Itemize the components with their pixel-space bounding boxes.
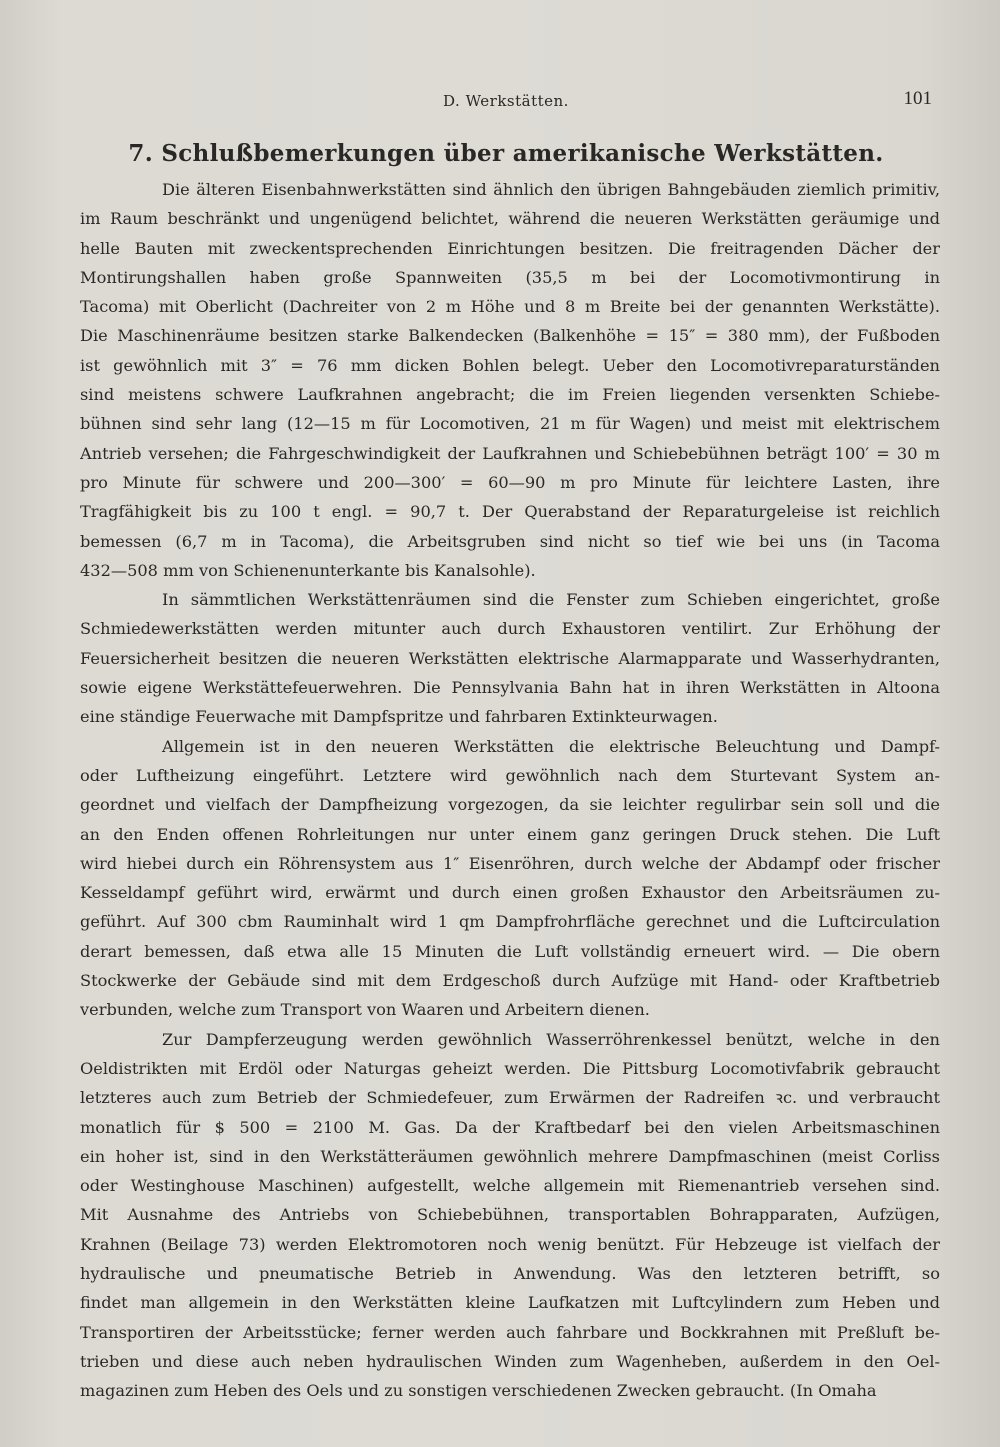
running-head: [80, 88, 932, 114]
text-line: ein hoher ist, sind in den Werkstätteräumen gewöhnlich mehrere Dampfmaschinen (meist Corliss: [80, 1146, 940, 1166]
text-line: verbunden, welche zum Transport von Waaren und Arbeitern dienen.: [80, 1000, 650, 1020]
page-number: 101: [903, 88, 932, 109]
text-line: derart bemessen, daß etwa alle 15 Minuten die Luft vollständig erneuert wird. — Die obern: [80, 941, 940, 961]
text-line: oder Westinghouse Maschinen) aufgestellt, welche allgemein mit Riemenantrieb versehen sind.: [80, 1176, 940, 1196]
text-line: sowie eigene Werkstättefeuerwehren. Die Pennsylvania Bahn hat in ihren Werkstätten in Altoona: [80, 678, 940, 698]
text-line: trieben und diese auch neben hydraulischen Winden zum Wagenheben, außerdem in den Oel-: [80, 1351, 940, 1371]
text-line: letzteres auch zum Betrieb der Schmiedefeuer, zum Erwärmen der Radreifen ꝛc. und verbraucht: [80, 1088, 940, 1108]
text-line: Mit Ausnahme des Antriebs von Schiebebühnen, transportablen Bohrapparaten, Aufzügen,: [80, 1205, 940, 1225]
text-line: ist gewöhnlich mit 3″ = 76 mm dicken Bohlen belegt. Ueber den Locomotivreparaturständen: [80, 355, 940, 375]
text-line: hydraulische und pneumatische Betrieb in Anwendung. Was den letzteren betrifft, so: [80, 1263, 940, 1283]
text-line: monatlich für $ 500 = 2100 M. Gas. Da der Kraftbedarf bei den vielen Arbeitsmaschinen: [80, 1117, 940, 1137]
text-line: Die älteren Eisenbahnwerkstätten sind ähnlich den übrigen Bahngebäuden ziemlich primitiv,: [162, 180, 940, 199]
text-line: im Raum beschränkt und ungenügend belichtet, während die neueren Werkstätten geräumige und: [80, 209, 940, 229]
paragraph: [80, 732, 940, 1025]
text-line: Krahnen (Beilage 73) werden Elektromotoren noch wenig benützt. Für Hebzeuge ist vielfach der: [80, 1234, 940, 1254]
text-line: In sämmtlichen Werkstättenräumen sind die Fenster zum Schieben eingerichtet, große: [162, 590, 940, 610]
text-line: Kesseldampf geführt wird, erwärmt und durch einen großen Exhaustor den Arbeitsräumen zu-: [80, 883, 940, 903]
text-line: 432—508 mm von Schienenunterkante bis Kanalsohle).: [80, 560, 536, 580]
text-line: Schmiedewerkstätten werden mitunter auch durch Exhaustoren ventilirt. Zur Erhöhung der: [80, 619, 940, 639]
text-line: geordnet und vielfach der Dampfheizung vorgezogen, da sie leichter regulirbar sein soll und die: [80, 795, 940, 815]
text-line: helle Bauten mit zweckentsprechenden Einrichtungen besitzen. Die freitragenden Dächer der: [80, 238, 940, 258]
paragraph: [80, 585, 940, 731]
text-line: Stockwerke der Gebäude sind mit dem Erdgeschoß durch Aufzüge mit Hand- oder Kraftbetrieb: [80, 971, 940, 991]
text-line: Allgemein ist in den neueren Werkstätten die elektrische Beleuchtung und Dampf-: [162, 736, 940, 756]
text-line: pro Minute für schwere und 200—300′ = 60—90 m pro Minute für leichtere Lasten, ihre: [80, 472, 940, 492]
text-line: an den Enden offenen Rohrleitungen nur unter einem ganz geringen Druck stehen. Die Luft: [80, 824, 940, 844]
running-title: D. Werkstätten.: [443, 92, 569, 110]
text-line: sind meistens schwere Laufkrahnen angebracht; die im Freien liegenden versenkten Schiebe-: [80, 385, 940, 405]
text-line: oder Luftheizung eingeführt. Letztere wird gewöhnlich nach dem Sturtevant System an-: [80, 765, 940, 785]
text-line: Antrieb versehen; die Fahrgeschwindigkeit der Laufkrahnen und Schiebebühnen beträgt 100′ = 30 m: [80, 443, 940, 463]
body-text: [80, 175, 940, 1405]
text-line: geführt. Auf 300 cbm Rauminhalt wird 1 qm Dampfrohrfläche gerechnet und die Luftcirculation: [80, 912, 940, 932]
text-line: Montirungshallen haben große Spannweiten (35,5 m bei der Locomotivmontirung in: [80, 267, 940, 287]
text-line: magazinen zum Heben des Oels und zu sonstigen verschiedenen Zwecken gebraucht. (In Omaha: [80, 1381, 877, 1401]
text-line: eine ständige Feuerwache mit Dampfspritze und fahrbaren Extinkteurwagen.: [80, 707, 718, 727]
text-line: wird hiebei durch ein Röhrensystem aus 1″ Eisenröhren, durch welche der Abdampf oder frischer: [80, 853, 940, 873]
text-line: Feuersicherheit besitzen die neueren Werkstätten elektrische Alarmapparate und Wasserhydranten,: [80, 648, 940, 668]
text-line: bemessen (6,7 m in Tacoma), die Arbeitsgruben sind nicht so tief wie bei uns (in Tacoma: [80, 531, 940, 551]
text-line: Oeldistrikten mit Erdöl oder Naturgas geheizt werden. Die Pittsburg Locomotivfabrik gebraucht: [80, 1058, 940, 1078]
paragraph: [80, 175, 940, 585]
text-line: Tragfähigkeit bis zu 100 t engl. = 90,7 t. Der Querabstand der Reparaturgeleise ist reichlich: [80, 502, 940, 522]
text-line: findet man allgemein in den Werkstätten kleine Laufkatzen mit Luftcylindern zum Heben und: [80, 1293, 940, 1313]
section-title: 7. Schlußbemerkungen über amerikanische Werkstätten.: [128, 140, 884, 167]
text-line: Transportiren der Arbeitsstücke; ferner werden auch fahrbare und Bockkrahnen mit Preßluft be-: [80, 1322, 940, 1342]
text-line: bühnen sind sehr lang (12—15 m für Locomotiven, 21 m für Wagen) und meist mit elektrischem: [80, 414, 940, 434]
text-line: Tacoma) mit Oberlicht (Dachreiter von 2 m Höhe und 8 m Breite bei der genannten Werkstätte).: [80, 297, 940, 317]
text-line: Zur Dampferzeugung werden gewöhnlich Wasserröhrenkessel benützt, welche in den: [162, 1029, 940, 1049]
text-line: Die Maschinenräume besitzen starke Balkendecken (Balkenhöhe = 15″ = 380 mm), der Fußboden: [80, 326, 940, 346]
paragraph: [80, 1025, 940, 1406]
